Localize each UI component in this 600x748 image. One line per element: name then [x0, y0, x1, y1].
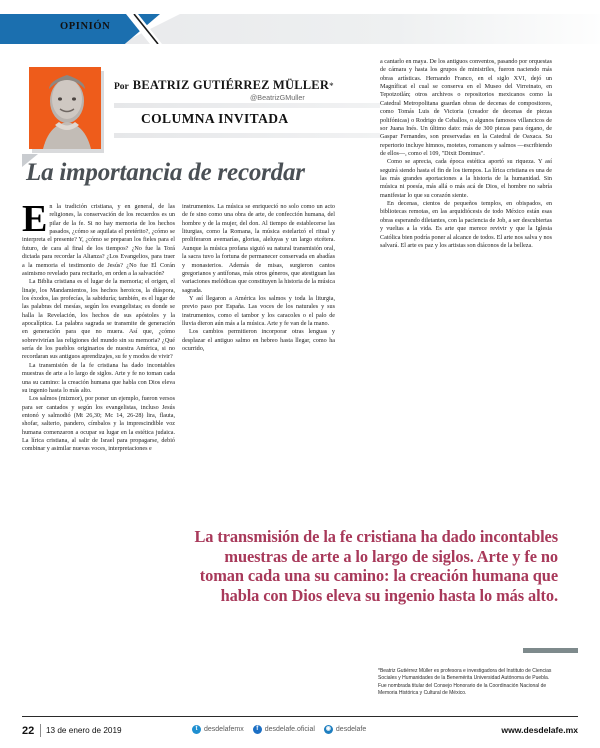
columna-invitada-label: COLUMNA INVITADA	[141, 111, 289, 126]
byline	[114, 76, 334, 94]
social-twitter[interactable]	[192, 725, 244, 734]
social-links	[192, 725, 366, 734]
body-column-1	[22, 198, 175, 454]
page-number: 22	[22, 725, 35, 737]
paragraph-text: n la tradición cristiana, y en general, de las religiones, la conservación de los recuerdos es un pilar de la fe. Si no hay memoria de los hechos pasados, ¿cómo se aquilata el pretérito?, ¿cómo se interpreta el presente? Y, ¿cómo se preparan los fieles para el futuro, de cara al final de los tiempos? ¿No fue la Torá dictada para recordar la Alianza? ¿Los Evangelios, para traer a la memoria el testimonio de Jesús? ¿No fue El Corán asimismo revelado para recitarlo, en orden a la salvación?	[22, 204, 175, 277]
paragraph	[182, 295, 335, 328]
body-column-3	[380, 58, 552, 250]
paragraph-text: Y así llegaron a América los salmos y toda la liturgia, previo paso por España. Las voces de los naturales y sus instrumentos, como el tambor y los caracoles o el palo de lluvia dieron aún más a la música. Arte y fe van de la mano.	[182, 295, 335, 328]
twitter-icon	[192, 725, 201, 734]
drop-cap: E	[22, 198, 48, 240]
byline-asterisk: *	[329, 81, 334, 91]
byline-por: Por	[114, 82, 129, 92]
twitter-glyph: t	[195, 726, 198, 732]
paragraph	[22, 395, 175, 454]
paragraph-text: La transmisión de la fe cristiana ha dado incontables muestras de arte a lo largo de siglos. Arte y fe no toman cada una su camino: la creación humana que habla con Dios eleva su ingenio hasta lo más alto.	[22, 362, 175, 394]
social-facebook[interactable]	[253, 725, 315, 734]
author-name: BEATRIZ GUTIÉRREZ MÜLLER	[132, 78, 330, 92]
paragraph-text: En decenas, cientos de pequeños templos, en obispados, en bibliotecas remotas, en las arquidiócesis de todo México están esas obras esperando diletantes, con la paciencia de Job, a ser descubiertas y vueltas a la vida. Es arte que merece revivir y que la Iglesia Católica bien podría poner al alcance de todos. El arte nos salva y nos salvará. El arte es paz y los artistas son diáconos de la belleza.	[380, 201, 552, 249]
paragraph-text: Como se aprecia, cada época estética aportó su riqueza. Y así seguirá siendo hasta el fin de los tiempos. La lírica cristiana es una de las más grandes aportaciones a la historia de la humanidad. Sin música ni poesía, más allá o más acá de Dios, el hombre no sabría manifestar lo que su corazón siente.	[380, 159, 552, 199]
section-flag	[0, 14, 600, 44]
paragraph-text: instrumentos. La música se enriqueció no solo como un acto de fe sino como una obra de arte, de confección humana, del hombre y de la mujer, del don. Al tiempo de establecerse las liturgias, como la Romana, la música estelarizó el ritual y proliferaron avemarías, glorias, aleluyas y un largo etcétera. Aunque la música profana siguió su natural transmisión oral, la sacra tuvo la fortuna de permanecer conservada en abadías y monasterios. Además de misas, surgieron cantos gregorianos y antífonas, más otros géneros, que atestiguan las variaciones melódicas que constituyen la historia de la música sagrada.	[182, 204, 335, 294]
facebook-icon	[253, 725, 262, 734]
paragraph	[22, 362, 175, 395]
publication-date: 13 de enero de 2019	[46, 726, 122, 735]
paragraph	[22, 198, 175, 278]
author-photo	[29, 67, 101, 149]
author-twitter-handle[interactable]: @BeatrizGMuller	[250, 93, 305, 102]
paragraph	[380, 58, 552, 158]
body-column-2	[182, 203, 335, 353]
paragraph-text: a cantarlo en maya. De los antiguos conventos, pasando por orquestas de cámara y hasta los grupos de ministriles, fueron naciendo más obras artísticas. Hernando Franco, en el siglo XVI, dejó un Magníficat el cual se conserva en el Museo del Virreinato, en Tepotzotlán; otros archivos o repositorios mexicanos como la Catedral Metropolitana guardan obras de decenas de compositores, como Tomás Luis de Victoria (creador de decenas de piezas polifónicas) o Rodrigo de Ceballos, o algunos famosos villancicos de sor Juana Inés. Un último dato: más de 300 piezas para órgano, de Gaspar Fernandes, son preservadas en la Catedral de Oaxaca. Su repertorio incluye himnos, motetes, romances y salmos —escribiendo de ellos—, como el 109, "Dixit Dominus".	[380, 59, 552, 157]
facebook-handle-label: desdelafe.oficial	[264, 726, 315, 733]
pull-quote: La transmisión de la fe cristiana ha dado incontables muestras de arte a lo largo de siglos. Arte y fe no toman cada una su camino: la creación humana que habla con Dios eleva su ingenio hasta lo más alto.	[194, 527, 558, 605]
flag-grey-band	[120, 14, 600, 44]
twitter-handle-label: desdelafemx	[204, 726, 244, 733]
page-title: La importancia de recordar	[26, 159, 305, 186]
section-label: OPINIÓN	[60, 21, 111, 32]
instagram-glyph: ◉	[325, 726, 332, 732]
instagram-icon	[324, 725, 333, 734]
instagram-handle-label: desdelafe	[335, 726, 367, 733]
website-url[interactable]: www.desdelafe.mx	[501, 725, 578, 735]
paragraph	[22, 278, 175, 362]
columna-rule-bottom	[114, 133, 380, 138]
footer-divider	[22, 716, 578, 717]
author-footnote: *Beatriz Gutiérrez Müller es profesora e investigadora del Instituto de Ciencias Sociales y Humanidades de la Benemérita Universidad Autónoma de Puebla. Fue nombrada titular del Consejo Honorario de la Coordinación Nacional de Memoria Histórica y Cultural de México.	[378, 668, 552, 696]
flag-slash-icon	[126, 14, 162, 44]
pull-quote-rule	[523, 648, 578, 653]
page-footer	[0, 722, 600, 744]
paragraph	[380, 200, 552, 250]
paragraph-text: Los cambios permitieron incorporar otras lenguas y desplazar el antiguo salmo en hebreo hasta llegar, como ha ocurrido,	[182, 329, 335, 353]
paragraph	[182, 203, 335, 295]
footer-separator	[40, 724, 41, 737]
social-instagram[interactable]	[324, 725, 366, 734]
columna-rule-top	[114, 103, 380, 108]
author-portrait-icon	[29, 67, 101, 149]
paragraph-text: La Biblia cristiana es el lugar de la memoria; el origen, el linaje, los Mandamientos, los hechos heroicos, la diáspora, los éxodos, las profecías, la sabiduría; también, es el lugar de las palabras del mesías, según los evangelistas; es donde se halla la Revelación, los hechos de sus apóstoles y la apocalíptica. La palabra sagrada se transmite de generación en generación para que no muera. Así que, ¿cómo sobrevivirían las religiones del mundo sin su memoria? ¿Qué sería de los pueblos originarios de nuestra América, si no recordaran sus antiguos aprendizajes, su fe y modos de vivir?	[22, 279, 175, 361]
paragraph-text: Los salmos (mizmor), por poner un ejemplo, fueron versos para ser cantados y según los evangelistas, incluso Jesús entonó y salmodió (Mt 26,30; Mc 14, 26-28) lira, flauta, shofar, salterio, pandero, címbalos y la imprescindible voz humana comenzaron a ocupar su lugar en la estética judaica. La lírica cristiana, al salir de Israel para propagarse, debió combinar y asimilar nuevas voces, interpretaciones e	[22, 396, 175, 453]
paragraph	[380, 158, 552, 200]
facebook-glyph: f	[256, 726, 259, 732]
paragraph	[182, 328, 335, 353]
